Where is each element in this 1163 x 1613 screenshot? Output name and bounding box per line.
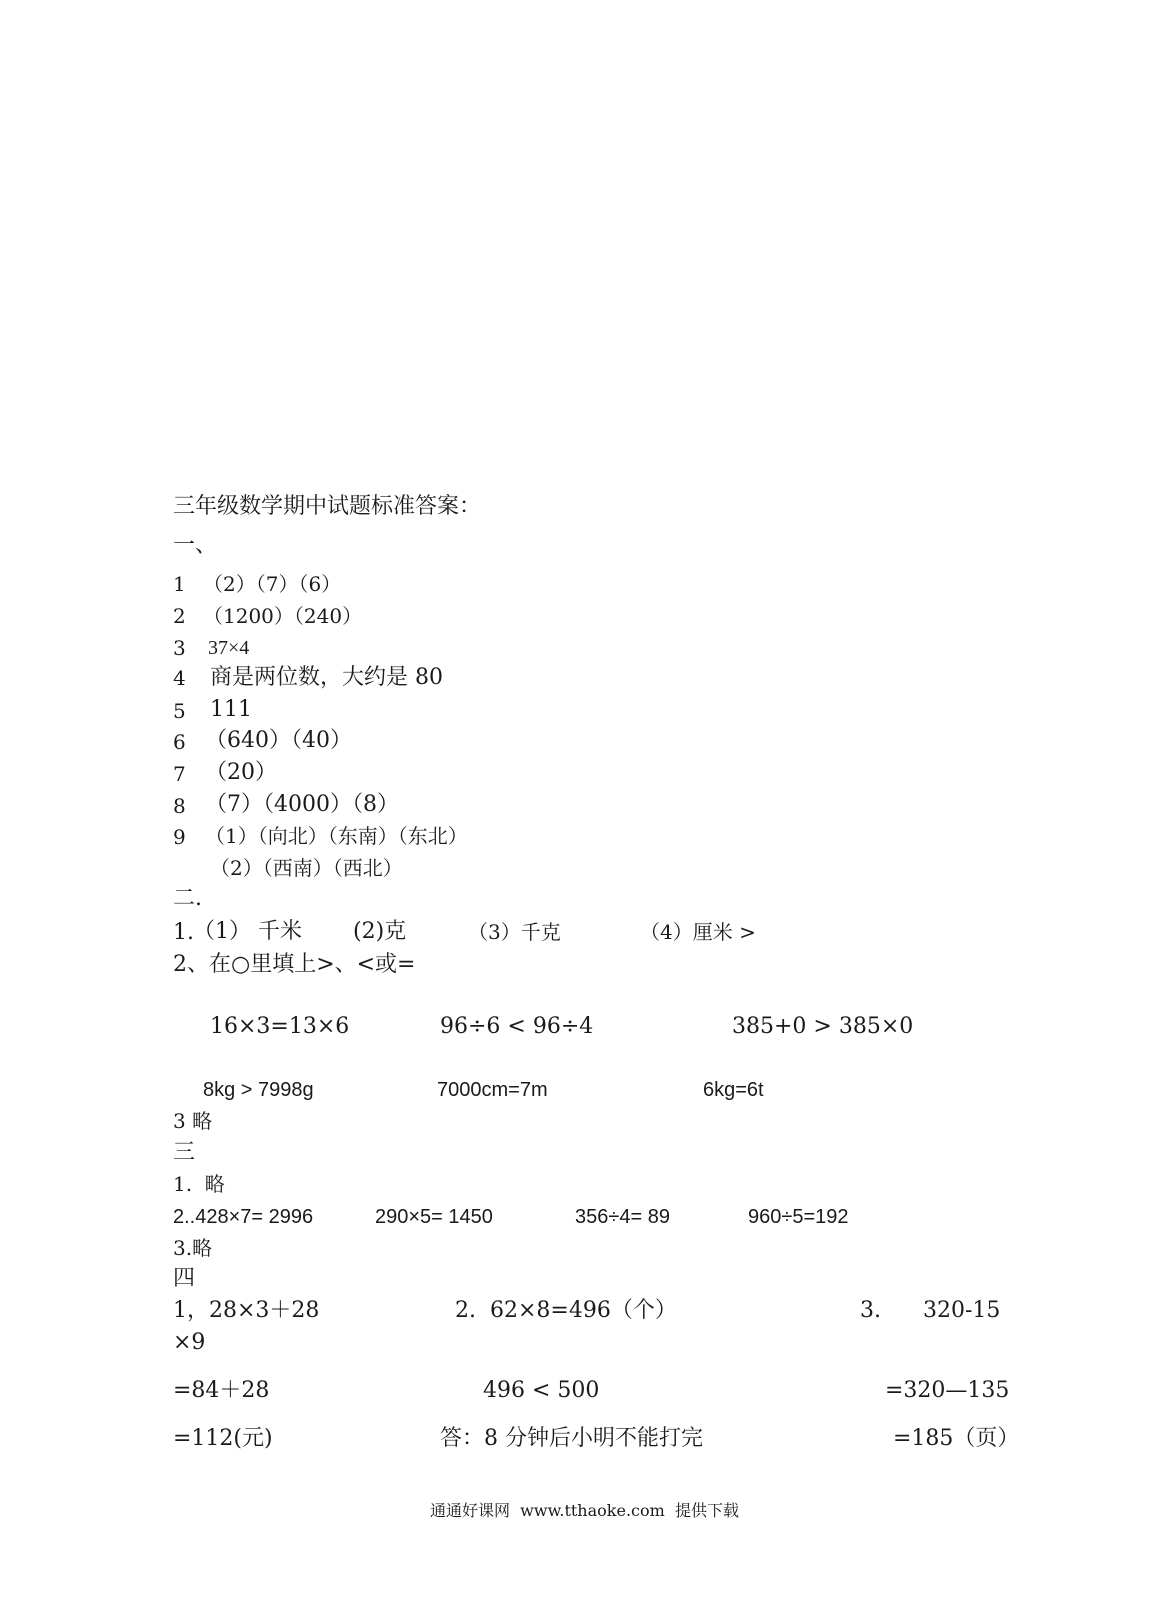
footer-credit: 通通好课网 www.tthaoke.com 提供下载 — [430, 1501, 739, 1520]
item-number: 9 — [173, 825, 186, 849]
question-number: 1. — [173, 920, 194, 945]
solution-line: 3. 320-15 — [860, 1298, 1001, 1323]
calculation: 356÷4= 89 — [575, 1206, 670, 1228]
item-answer: （2）（7）（6） — [203, 572, 342, 596]
solution-line: =112(元) — [173, 1426, 273, 1451]
item-answer: （20） — [205, 760, 277, 785]
solution-line: =84＋28 — [173, 1378, 270, 1403]
unit-answer: （1） 千米 — [193, 919, 302, 944]
comparison: 16×3=13×6 — [210, 1014, 350, 1039]
section-1-heading: 一、 — [173, 533, 218, 558]
item-number: 7 — [173, 762, 186, 786]
item-number: 2 — [173, 604, 186, 628]
item-answer: （640）（40） — [205, 728, 352, 753]
page-title: 三年级数学期中试题标准答案： — [173, 494, 482, 519]
unit-answer: （3）千克 — [468, 920, 561, 944]
comparison: 6kg=6t — [703, 1079, 764, 1101]
solution-line: 1，28×3＋28 — [173, 1298, 320, 1323]
solution-line: =320—135 — [885, 1378, 1010, 1403]
question-text: 1. 略 — [173, 1172, 225, 1196]
question-text: 3.略 — [173, 1236, 213, 1260]
question-text: 2、在○里填上>、<或= — [173, 952, 416, 977]
comparison: 7000cm=7m — [437, 1079, 548, 1101]
item-answer: （7）（4000）（8） — [205, 792, 399, 817]
item-answer: 111 — [210, 697, 252, 722]
solution-line: 2. 62×8=496（个） — [455, 1298, 677, 1323]
item-number: 3 — [173, 636, 186, 660]
comparison: 385+0 > 385×0 — [732, 1014, 914, 1039]
solution-line: ×9 — [173, 1330, 206, 1355]
item-number: 1 — [173, 572, 186, 596]
comparison: 8kg > 7998g — [203, 1079, 314, 1101]
item-number: 8 — [173, 794, 186, 818]
item-answer: 商是两位数，大约是 80 — [210, 665, 443, 690]
unit-answer: （4）厘米 > — [640, 920, 756, 944]
solution-line: 496 < 500 — [483, 1378, 600, 1403]
section-2-heading: 二. — [173, 886, 202, 911]
item-answer: 37×4 — [208, 637, 250, 659]
item-answer: （1200）（240） — [203, 604, 363, 628]
item-number: 4 — [173, 666, 186, 690]
solution-line: 答：8 分钟后小明不能打完 — [440, 1426, 703, 1451]
item-number: 6 — [173, 730, 186, 754]
section-4-heading: 四 — [173, 1266, 196, 1291]
item-answer-line2: （2）（西南）（西北） — [210, 856, 403, 880]
solution-line: =185（页） — [893, 1426, 1020, 1451]
item-answer: （1）（向北）（东南）（东北） — [205, 824, 468, 848]
item-number: 5 — [173, 699, 186, 723]
calculation: 290×5= 1450 — [375, 1206, 493, 1228]
calculation: 960÷5=192 — [748, 1206, 849, 1228]
comparison: 96÷6 < 96÷4 — [440, 1014, 594, 1039]
calculation: 2..428×7= 2996 — [173, 1206, 314, 1228]
section-3-heading: 三 — [173, 1140, 196, 1165]
unit-answer: (2)克 — [353, 919, 407, 944]
question-text: 3 略 — [173, 1109, 213, 1133]
